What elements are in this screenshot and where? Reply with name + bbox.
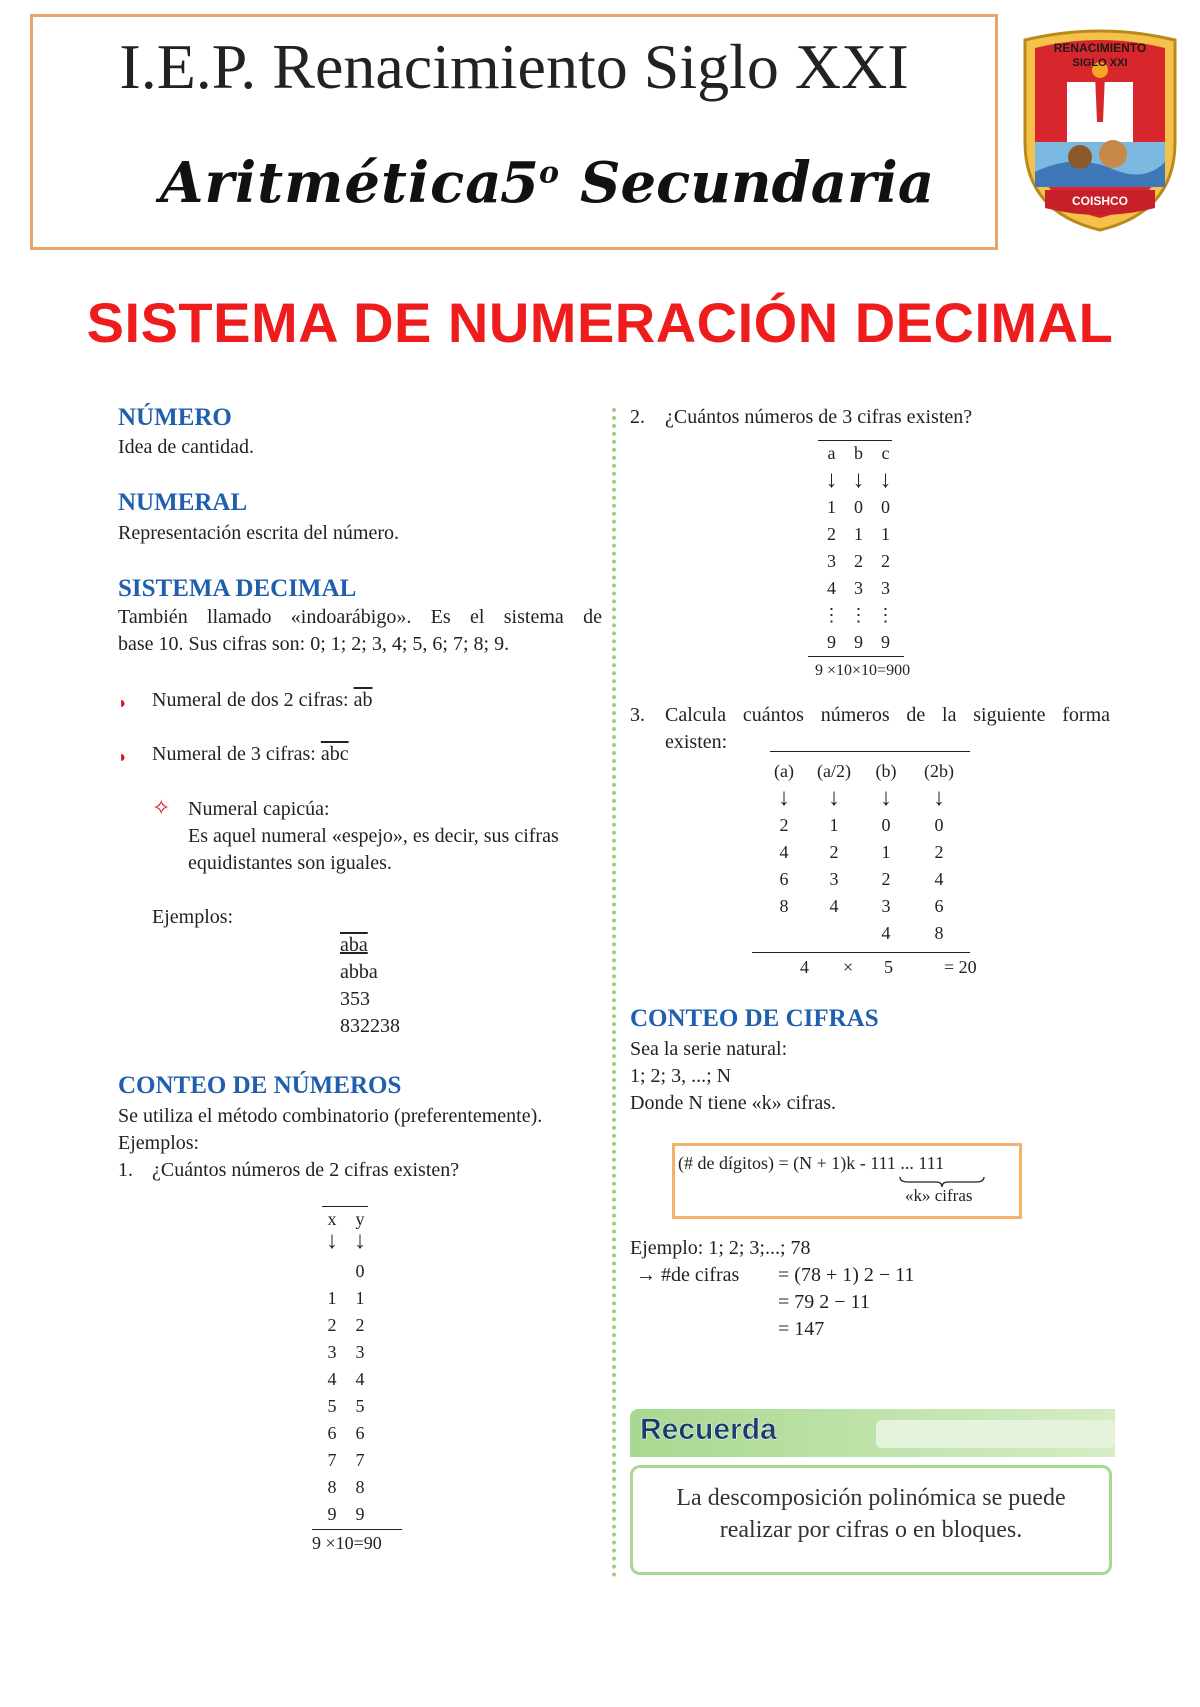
table-row: 5 5 — [327, 1396, 365, 1416]
cc-text-1: Sea la serie natural: — [630, 1038, 788, 1060]
crest-top-text: RENACIMIENTO — [1053, 41, 1147, 55]
table-header-row: a b c — [827, 443, 890, 463]
example-item: 353 — [340, 988, 370, 1010]
table-row: 2 1 0 0 — [779, 815, 944, 835]
example-line-4: = 147 — [778, 1318, 825, 1340]
grade-label: 5$^o$ — [500, 150, 559, 216]
heading-conteo-numeros: CONTEO DE NÚMEROS — [118, 1072, 402, 1099]
crest-bottom-text: COISHCO — [1071, 194, 1129, 208]
table-row: 7 7 — [327, 1450, 365, 1470]
q1-number: 1. — [118, 1159, 133, 1181]
example-item: aba — [340, 934, 368, 956]
q1-col-header: y — [355, 1209, 365, 1229]
q3-result-times: × — [843, 957, 854, 977]
down-arrow-icon: ↓ ↓ ↓ — [825, 467, 892, 493]
table-row: 6 3 2 4 — [779, 869, 944, 889]
table-row: 3 2 2 — [827, 551, 890, 571]
heading-sistema-decimal: SISTEMA DECIMAL — [118, 575, 357, 602]
q3-result-b: 5 — [884, 957, 893, 977]
q1-text: ¿Cuántos números de 2 cifras existen? — [152, 1159, 460, 1181]
text-numeral: Representación escrita del número. — [118, 522, 399, 544]
formula-subscript: «k» cifras — [905, 1186, 973, 1205]
bullet-numeral-3: Numeral de 3 cifras: $\overline{abc}$ — [152, 743, 349, 765]
table-row: ⋮ ⋮ ⋮ — [822, 605, 895, 625]
capicua-heading: Numeral capicúa: — [188, 798, 330, 820]
capicua-text-2: equidistantes son iguales. — [188, 852, 392, 874]
q3-total-rule — [752, 952, 970, 953]
table-row: 9 9 9 — [827, 632, 890, 652]
recuerda-label: Recuerda — [640, 1413, 777, 1446]
q3-table — [764, 758, 970, 947]
star-bullet-icon: ✧ — [152, 795, 171, 820]
conteo-text-1: Se utiliza el método combinatorio (preferentemente). — [118, 1105, 543, 1127]
bullet-icon: ◗ — [118, 695, 128, 712]
heading-conteo-cifras: CONTEO DE CIFRAS — [630, 1005, 879, 1032]
school-name: I.E.P. Renacimiento Siglo XXI — [119, 31, 909, 102]
page-title: SISTEMA DE NUMERACIÓN DECIMAL — [86, 291, 1114, 354]
q3-text-2: existen: — [665, 731, 728, 753]
q1-col-header: x — [327, 1209, 337, 1229]
table-row: 6 6 — [327, 1423, 365, 1443]
heading-numeral: NUMERAL — [118, 489, 248, 516]
text-numero: Idea de cantidad. — [118, 436, 255, 458]
q3-text-1: Calcula cuántos números de la siguiente forma — [665, 704, 1110, 726]
example-item: 832238 — [340, 1015, 400, 1037]
down-arrow-icon: ↓ — [326, 1228, 338, 1254]
q2-text: ¿Cuántos números de 3 cifras existen? — [665, 406, 973, 428]
capicua-text-1: Es aquel numeral «espejo», es decir, sus cifras — [188, 825, 559, 847]
heading-numero: NÚMERO — [118, 404, 232, 431]
school-crest-logo — [1015, 22, 1185, 234]
table-row: 4 2 1 2 — [779, 842, 944, 862]
subject-name: Aritmética — [160, 150, 503, 216]
table-header-row: (a) (a/2) (b) (2b) — [774, 761, 954, 781]
table-row: 3 3 — [327, 1342, 365, 1362]
table-row: 8 8 — [327, 1477, 365, 1497]
recuerda-banner-pill — [876, 1420, 1115, 1448]
table-row: 0 — [355, 1261, 365, 1281]
formula: (# de dígitos) = (N + 1)k - 111 ... 111 — [678, 1153, 945, 1173]
q1-rows — [320, 1258, 372, 1528]
q2-number: 2. — [630, 406, 645, 428]
level-label: Secundaria — [580, 150, 935, 216]
column-divider — [612, 408, 616, 1578]
table-row: 2 1 1 — [827, 524, 890, 544]
example-item: abba — [340, 961, 378, 983]
down-arrow-icon: ↓ — [354, 1228, 366, 1254]
table-row: 2 2 — [327, 1315, 365, 1335]
example-line-2: = (78 + 1) 2 − 11 — [778, 1264, 915, 1286]
down-arrow-icon: ↓ ↓ ↓ ↓ — [778, 785, 945, 811]
q3-top-rule — [770, 751, 970, 752]
table-row: 8 4 3 6 — [779, 896, 944, 916]
table-row: 4 8 — [881, 923, 944, 943]
recuerda-text: La descomposición polinómica se puede realizar por cifras o en bloques. — [676, 1485, 1066, 1543]
text-sistema-decimal-1: También llamado «indoarábigo». Es el sistema de — [118, 606, 602, 628]
conteo-text-2: Ejemplos: — [118, 1132, 200, 1154]
table-row: 1 0 0 — [827, 497, 890, 517]
bullet-numeral-2: Numeral de dos 2 cifras: $\overline{ab}$ — [152, 689, 373, 711]
q1-result: 9 ×10=90 — [312, 1533, 382, 1553]
example-line-2-label: → #de cifras — [636, 1264, 740, 1286]
q2-table — [818, 440, 899, 656]
example-line-1: Ejemplo: 1; 2; 3;...; 78 — [630, 1237, 811, 1259]
table-row: 9 9 — [327, 1504, 365, 1524]
cc-text-3: Donde N tiene «k» cifras. — [630, 1092, 837, 1114]
q3-number: 3. — [630, 704, 645, 726]
table-row: 4 3 3 — [827, 578, 890, 598]
table-row: 4 4 — [327, 1369, 365, 1389]
example-line-3: = 79 2 − 11 — [778, 1291, 870, 1313]
q3-result-a: 4 — [800, 957, 809, 977]
q2-result: 9 ×10×10=900 — [815, 662, 911, 679]
q3-result-c: = 20 — [944, 957, 977, 977]
cc-text-2: 1; 2; 3, ...; N — [630, 1065, 732, 1087]
ejemplos-label: Ejemplos: — [152, 906, 234, 928]
text-sistema-decimal-2: base 10. Sus cifras son: 0; 1; 2; 3, 4; 5, 6; 7; 8; 9. — [118, 633, 510, 655]
table-row: 1 1 — [327, 1288, 365, 1308]
crest-mid-text: SIGLO XXI — [1072, 57, 1128, 69]
bullet-icon: ◗ — [118, 749, 128, 766]
